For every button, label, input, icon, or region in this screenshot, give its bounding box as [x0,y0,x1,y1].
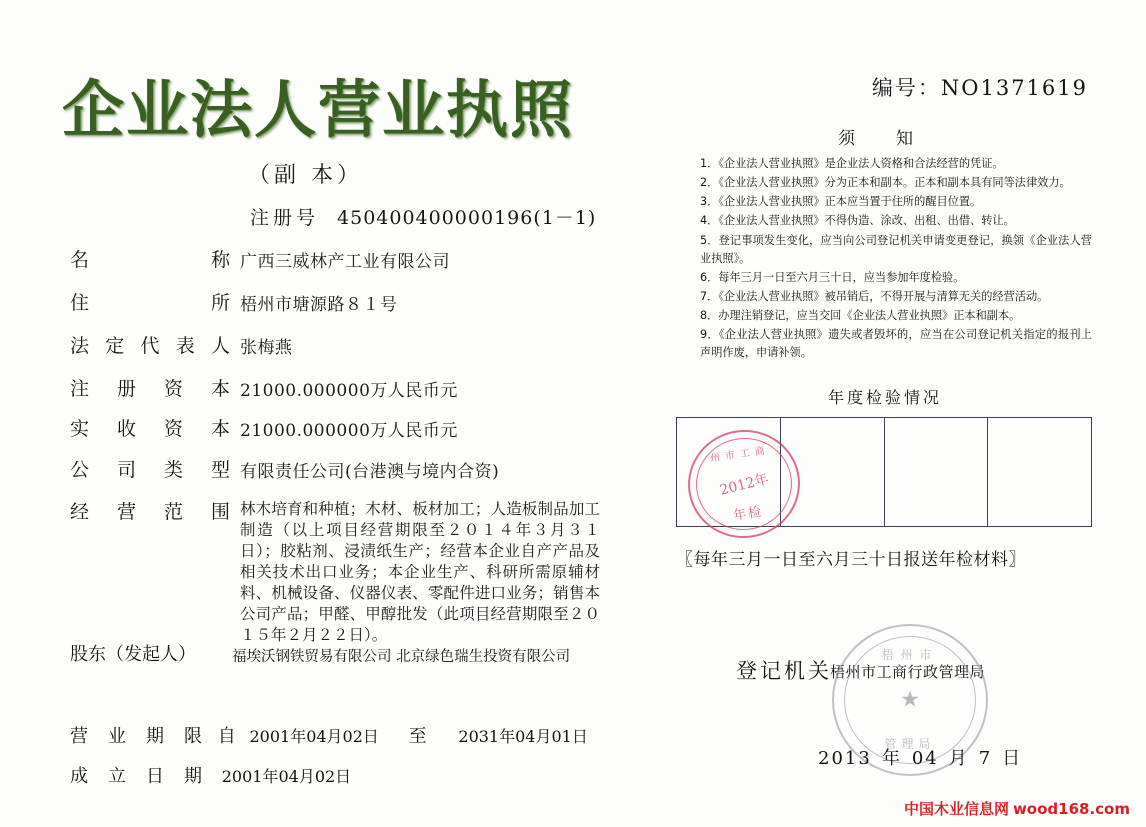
annual-inspection-cell [677,418,781,526]
established-row [70,762,351,788]
shareholders-value: 福埃沃钢铁贸易有限公司 北京绿色瑞生投资有限公司 [232,649,571,665]
annual-inspection-cell [885,418,989,526]
issue-date-year-unit: 年 [881,748,902,769]
established-value: 2001年04月02日 [221,767,352,786]
field-company-type-label: 公司类型 [70,459,230,481]
notice-list [700,155,1092,364]
field-business-scope-label: 经营范围 [70,501,230,523]
notice-item: 9．《企业法人营业执照》遗失或者毁坏的，应当在公司登记机关指定的报刊上声明作废，申请补领。 [700,328,1092,360]
notice-item: 7．《企业法人营业执照》被吊销后，不得开展与清算无关的经营活动。 [700,289,1049,303]
field-registered-capital-value: 21000.000000万人民币元 [240,381,458,401]
annual-inspection-table [676,417,1092,527]
shareholders-row [70,640,196,666]
notice-item: 1．《企业法人营业执照》是企业法人资格和合法经营的凭证。 [700,157,1004,170]
business-term-row [70,722,588,748]
field-name-value: 广西三威林产工业有限公司 [240,252,450,272]
field-address-value: 梧州市塘源路８１号 [240,295,398,315]
issue-date-year: 2013 [818,748,872,769]
notice-title: 须 知 [838,129,925,149]
page-title: 企业法人营业执照 [62,73,575,146]
registrar-label: 登记机关 [736,659,832,683]
seal-star-icon: ★ [900,687,920,713]
serial-value: 1371619 [980,76,1088,100]
stamp-middle-text: 2012年 [718,471,771,499]
issue-date-day: 7 [978,748,993,769]
annual-inspection-cell [781,418,885,526]
registration-number-row [250,203,596,230]
business-term-to-value: 2031年04月01日 [458,727,588,746]
issue-date-day-unit: 日 [1002,748,1023,769]
issue-date-month: 04 [911,748,939,769]
notice-item: 2．《企业法人营业执照》分为正本和副本。正本和副本具有同等法律效力。 [700,176,1071,190]
notice-item: 6．每年三月一日至六月三十日，应当参加年度检验。 [700,270,965,284]
field-business-scope-value: 林木培育和种植；木材、板材加工；人造板制品加工制造（以上项目经营期限至２０１４年３月３１日）；胶粘剂、浸渍纸生产；经营本企业自产产品及相关技术出口业务；本企业生产、科研所需原辅材料、机械设备、仪器仪表、零配件进口业务；销售本公司产品；甲醛、甲醇批发（此项目经营期限至２０１５年２月２２日）。 [240,500,600,644]
serial-prefix: NO [940,76,981,100]
annual-inspection-cell [988,418,1091,526]
business-term-to-label: 至 [408,726,427,747]
site-watermark [904,798,1130,819]
field-legal-representative-label: 法定代表人 [70,335,230,357]
issue-date-month-unit: 月 [948,748,969,769]
document-subtitle: （副 本） [248,163,363,188]
seal-bottom-text: 管理局 [884,737,936,751]
business-term-label: 营业期限 [70,726,202,747]
serial-number [872,72,1088,102]
business-term-from-value: 2001年04月02日 [249,727,379,746]
notice-item: 8．办理注销登记，应当交回《企业法人营业执照》正本和副本。 [700,309,1021,323]
annual-inspection-note: 〖每年三月一日至六月三十日报送年检材料〗 [676,550,1026,570]
issue-date [818,744,1032,770]
watermark-en: wood168.com [1012,800,1130,818]
field-registered-capital-label: 注册资本 [70,378,230,400]
annual-inspection-title: 年度检验情况 [828,388,943,407]
registrar-value: 梧州市工商行政管理局 [830,663,986,681]
registration-number-value: 450400400000196(1－1) [337,207,597,229]
field-paid-in-capital-value: 21000.000000万人民币元 [240,421,458,441]
field-name-label: 名称 [70,249,230,271]
stamp-arc-text: 州市工商 [709,445,771,465]
field-address-label: 住所 [70,292,230,314]
established-label: 成立日期 [70,766,202,787]
field-company-type-value: 有限责任公司(台港澳与境内合资) [240,462,500,482]
business-term-from-label: 自 [217,726,236,747]
seal-top-text: 梧州市 [881,648,939,662]
watermark-cn: 中国木业信息网 [903,800,1009,818]
field-legal-representative-value: 张梅燕 [240,338,293,358]
notice-item: 5．登记事项发生变化，应当向公司登记机关申请变更登记，换领《企业法人营业执照》。 [700,233,1092,265]
shareholders-label: 股东（发起人） [70,644,196,665]
stamp-bottom-text: 年检 [732,504,765,524]
field-paid-in-capital-label: 实收资本 [70,418,230,440]
serial-label: 编号： [871,76,941,100]
registration-number-label: 注册号 [250,207,320,229]
notice-item: 4．《企业法人营业执照》不得伪造、涂改、出租、出借、转让。 [700,214,1015,228]
notice-item: 3．《企业法人营业执照》正本应当置于住所的醒目位置。 [700,195,982,209]
